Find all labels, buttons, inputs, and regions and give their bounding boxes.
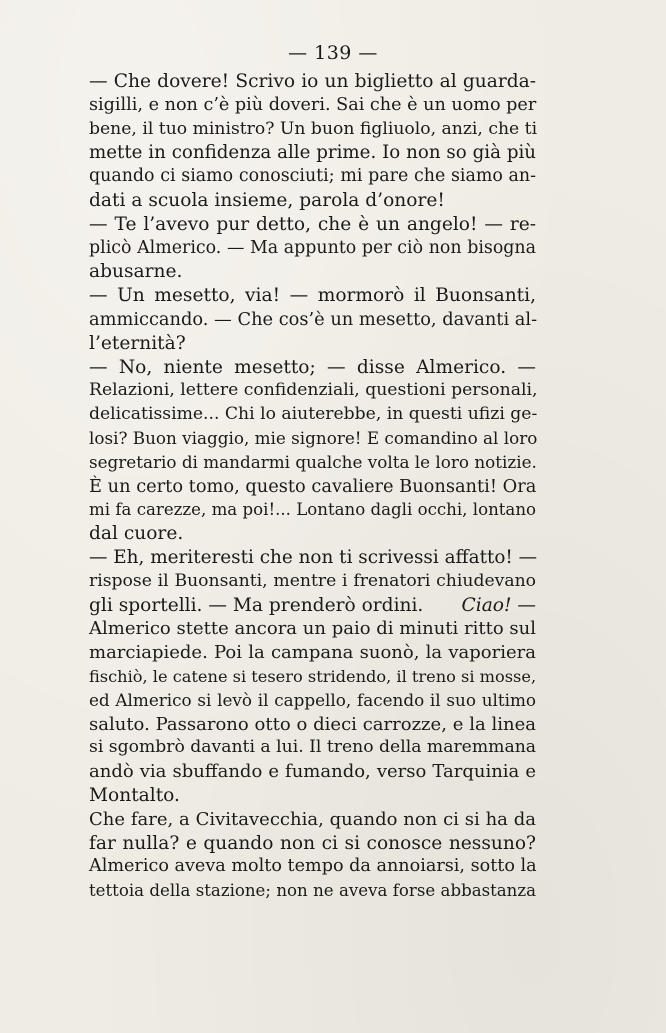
text-line: far nulla? e quando non ci si conosce nessuno? (89, 832, 536, 854)
paragraph (89, 546, 536, 617)
text-line: si sgombrò davanti a lui. Il treno della maremmana (89, 737, 537, 758)
text-line: marciapiede. Poi la campana suonò, la vaporiera (89, 642, 536, 664)
text-line: mette in confidenza alle prime. Io non so già più (89, 142, 536, 164)
text-line: sigilli, e non c’è più doveri. Sai che è un uomo per (89, 94, 537, 115)
text-line: fischiò, le catene si tesero stridendo, il treno si mosse, (89, 666, 537, 686)
text-line: — No, niente mesetto; — disse Almerico. — (89, 356, 536, 378)
text-line: ed Almerico si levò il cappello, facendo il suo ultimo (89, 689, 536, 710)
text-line: delicatissime... Chi lo aiuterebbe, in questi ufizi ge- (89, 404, 538, 425)
text-line: rispose il Buonsanti, mentre i frenatori chiudevano (89, 570, 536, 591)
text-line: — Che dovere! Scrivo io un biglietto al guarda- (89, 71, 536, 92)
text-line (89, 594, 536, 618)
text-fragment: gli sportelli. — Ma prenderò ordini. (89, 594, 424, 616)
text-line: dati a scuola insieme, parola d’onore! (89, 189, 445, 211)
text-line: Montalto. (89, 784, 180, 806)
text-line: — Eh, meriteresti che non ti scrivessi affatto! — (89, 546, 538, 568)
paragraph (89, 284, 536, 355)
text-line: Almerico aveva molto tempo da annoiarsi, sotto la (89, 856, 537, 877)
page-body (89, 70, 536, 903)
paragraph (89, 70, 536, 213)
text-line: segretario di mandarmi qualche volta le loro notizie. (89, 451, 537, 472)
paragraph (89, 356, 536, 546)
text-line: bene, il tuo ministro? Un buon figliuolo, anzi, che ti (89, 118, 538, 139)
text-line: — Te l’avevo pur detto, che è un angelo! — re- (89, 213, 536, 235)
text-line: ammiccando. — Che cos’è un mesetto, davanti al- (89, 308, 538, 330)
italic-word: Ciao! (461, 594, 512, 616)
dash: — (517, 594, 536, 616)
text-fragment-italic (462, 594, 536, 618)
text-line: l’eternità? (89, 332, 186, 354)
text-line: È un certo tomo, questo cavaliere Buonsanti! Ora (89, 475, 537, 497)
text-line: losi? Buon viaggio, mie signore! E comandino al loro (89, 427, 538, 448)
text-line: dal cuore. (89, 523, 184, 545)
text-line: — Un mesetto, via! — mormorò il Buonsanti, (89, 285, 536, 307)
text-line: Relazioni, lettere confidenziali, questioni personali, (89, 380, 538, 401)
text-line: andò via sbuffando e fumando, verso Tarquinia e (89, 761, 536, 783)
paragraph (89, 213, 536, 284)
text-line: Almerico stette ancora un paio di minuti ritto sul (89, 618, 536, 640)
text-line: abusarne. (89, 261, 183, 283)
text-line: saluto. Passarono otto o dieci carrozze, e la linea (89, 713, 536, 735)
paragraph (89, 617, 536, 807)
text-line: quando ci siamo conosciuti; mi pare che siamo an- (89, 166, 536, 187)
page-number: — 139 — (288, 42, 378, 64)
text-line: Che fare, a Civitavecchia, quando non ci si ha da (89, 808, 536, 830)
text-line: mi fa carezze, ma poi!... Lontano dagli occhi, lontano (89, 500, 536, 520)
paragraph (89, 808, 536, 903)
text-line: plicò Almerico. — Ma appunto per ciò non bisogna (89, 237, 536, 258)
text-line: tettoia della stazione; non ne aveva forse abbastanza (89, 881, 536, 901)
